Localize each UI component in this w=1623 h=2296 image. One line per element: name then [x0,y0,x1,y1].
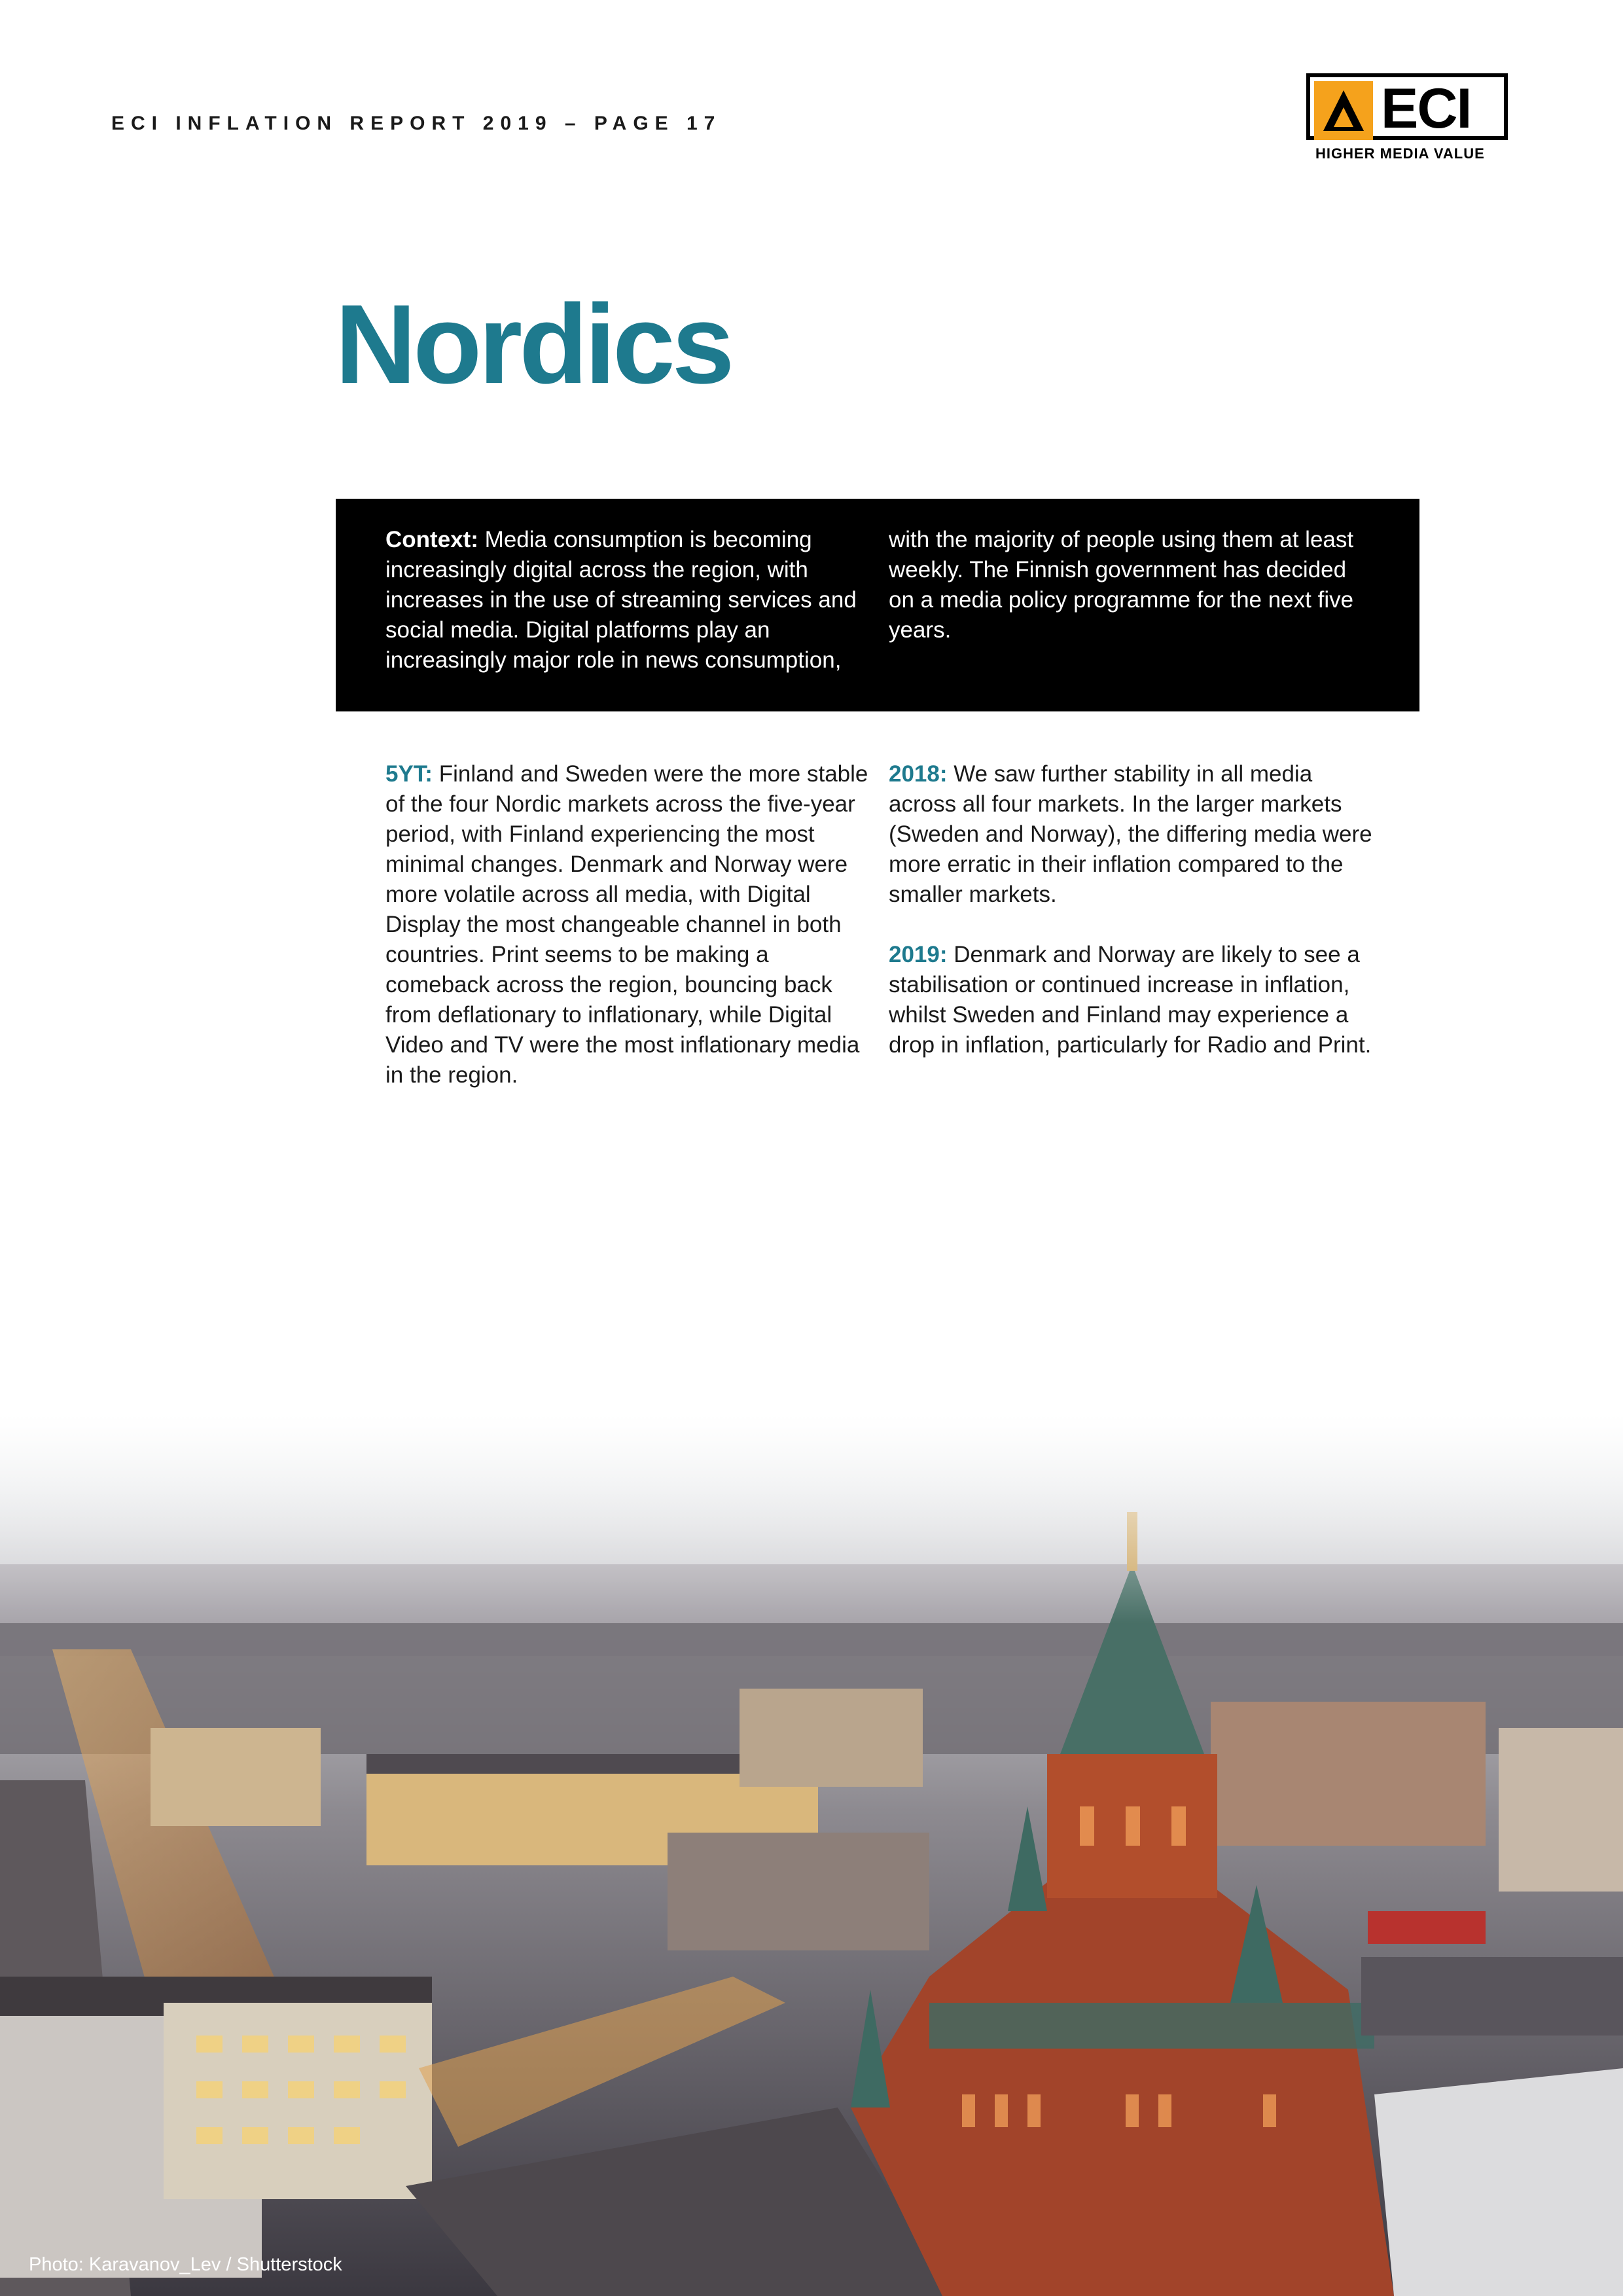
context-box [336,499,1419,711]
logo-tagline: HIGHER MEDIA VALUE [1315,145,1485,162]
photo-credit: Photo: Karavanov_Lev / Shutterstock [29,2254,342,2275]
year-2018-text: We saw further stability in all media across all four markets. In the larger markets (Sweden and Norway), the differing media were more erratic in their inflation compared to the smaller markets. [889,761,1372,907]
context-text-right: with the majority of people using them at least weekly. The Finnish government has decided on a media policy programme for the next five years. [889,527,1354,643]
eci-logo [1306,73,1512,165]
logo-wordmark: ECI [1381,77,1471,140]
year-2018-label: 2018: [889,761,948,787]
five-year-trend-label: 5YT: [385,761,433,787]
five-year-trend-text: Finland and Sweden were the more stable of the four Nordic markets across the five-year period, with Finland experiencing the most minimal changes. Denmark and Norway were more volatile across all media, with Digital Display the most changeable channel in both countries. Print seems to be making a comeback across the region, bouncing back from deflationary to inflationary, while Digital Video and TV were the most inflationary media in the region. [385,761,868,1088]
context-label: Context: [385,527,478,552]
logo-frame [1306,73,1508,140]
context-text-left: Media consumption is becoming increasingly digital across the region, with increases in the use of streaming services and social media. Digital platforms play an increasingly major role in news consumption, [385,527,857,673]
logo-triangle-icon [1314,81,1373,140]
running-header: ECI INFLATION REPORT 2019 – PAGE 17 [111,113,722,134]
context-column-right [889,525,1373,645]
year-2019-text: Denmark and Norway are likely to see a stabilisation or continued increase in inflation, whilst Sweden and Finland may experience a drop in inflation, particularly for Radio and Print. [889,942,1372,1058]
photo-fade-overlay [0,1414,1623,1623]
context-column-left [385,525,870,675]
body-column-right [889,759,1380,1090]
year-2019-paragraph [889,940,1380,1060]
page-title: Nordics [335,281,732,407]
five-year-trend-paragraph [385,759,876,1090]
body-column-left [385,759,876,1121]
year-2018-paragraph [889,759,1380,910]
year-2019-label: 2019: [889,942,948,967]
